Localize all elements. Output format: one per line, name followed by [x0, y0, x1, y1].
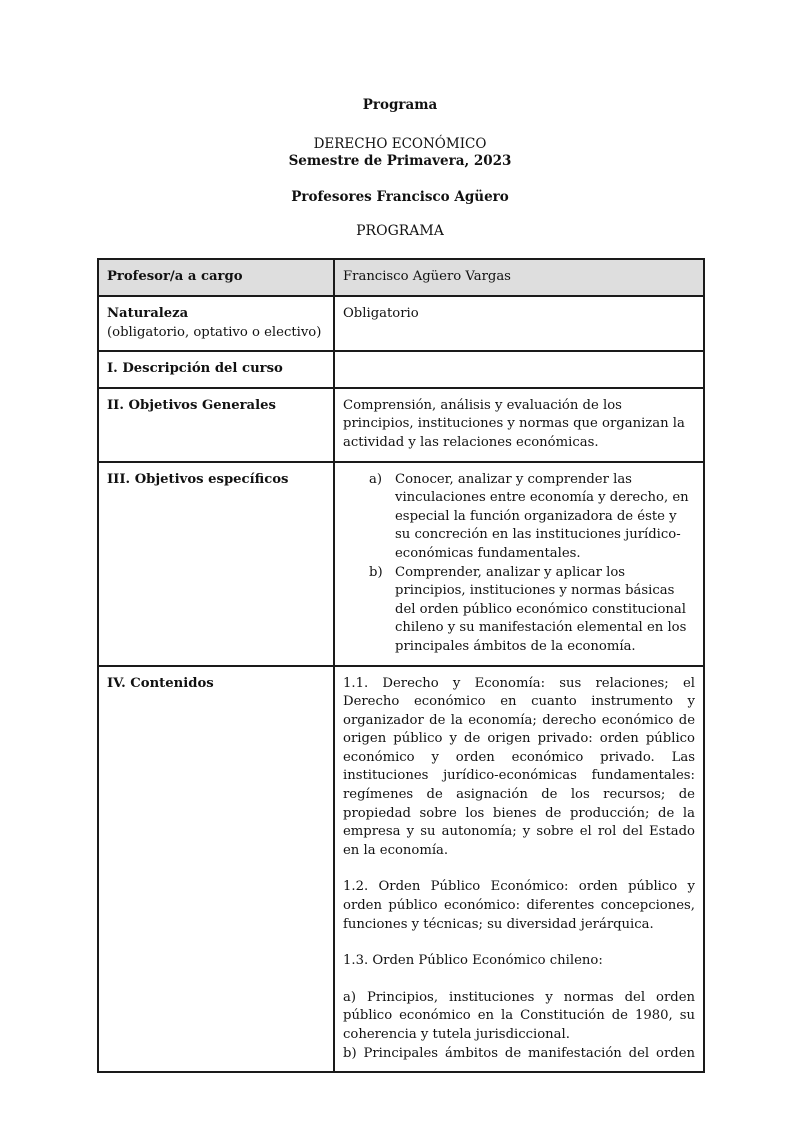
section-title: PROGRAMA: [356, 223, 444, 239]
table-row-objetivos-especificos: [98, 462, 704, 666]
professors-label: Profesores Francisco Agüero: [291, 189, 509, 205]
paragraph-spacer: [343, 971, 695, 989]
label-cell: [98, 388, 334, 462]
table-row-profesor: [98, 259, 704, 296]
course-name: DERECHO ECONÓMICO: [313, 136, 487, 152]
professor-name: Francisco Agüero Vargas: [343, 269, 511, 284]
label-cell: [98, 666, 334, 1073]
objetivos-generales-text: Comprensión, análisis y evaluación de los principios, instituciones y normas que organizan la actividad y las relaciones económicas.: [343, 397, 685, 450]
value-cell: [334, 296, 704, 351]
contenidos-paragraph: 1.1. Derecho y Economía: sus relaciones; el Derecho económico en cuanto instrumento y organizador de la economía; derecho económico de origen público y de origen privado: orden público económico y orden económico privado. Las instituciones jurídico-económicas fundamentales: regímenes de asignación de los recursos; de propiedad sobre los bienes de producción; de la empresa y su autonomía; y sobre el rol del Estado en la economía.: [343, 675, 695, 858]
semester-label: Semestre de Primavera, 2023: [288, 153, 512, 169]
value-cell: [334, 351, 704, 388]
contenidos-paragraph: 1.3. Orden Público Económico chileno:: [343, 953, 603, 969]
label-cell: [98, 462, 334, 666]
list-marker: b): [369, 564, 383, 580]
label-cell: [98, 351, 334, 388]
list-marker: a): [369, 471, 383, 487]
list-item-text: Comprender, analizar y aplicar los principios, instituciones y normas básicas del orden público económico constitucional chileno y su manifestación elemental en los principales ámbitos de la economía.: [395, 564, 687, 654]
row-label: I. Descripción del curso: [107, 361, 283, 377]
paragraph-spacer: [343, 934, 695, 952]
row-label: III. Objetivos específicos: [107, 471, 289, 487]
syllabus-table: [97, 258, 705, 1073]
row-label: Naturaleza: [107, 306, 189, 321]
contenidos-paragraph: b) Principales ámbitos de manifestación del orden: [343, 1045, 695, 1061]
paragraph-spacer: [343, 860, 695, 878]
table-row-objetivos-generales: [98, 388, 704, 462]
list-item: [369, 471, 695, 564]
table-row-descripcion: [98, 351, 704, 388]
label-cell: [98, 259, 334, 296]
contenidos-paragraph: 1.2. Orden Público Económico: orden público y orden público económico: diferentes concepciones, funciones y técnicas; su diversidad jerárquica.: [343, 879, 695, 932]
table-row-naturaleza: [98, 296, 704, 351]
row-sublabel: (obligatorio, optativo o electivo): [107, 324, 322, 340]
table-row-contenidos: [98, 666, 704, 1073]
value-cell: [334, 666, 704, 1073]
row-label: II. Objetivos Generales: [107, 397, 276, 413]
value-cell: [334, 462, 704, 666]
value-cell: [334, 259, 704, 296]
value-cell: [334, 388, 704, 462]
objetivos-list: [343, 471, 695, 657]
row-label: Profesor/a a cargo: [107, 269, 243, 284]
document-title: Programa: [362, 97, 438, 113]
list-item: [369, 564, 695, 657]
row-label: IV. Contenidos: [107, 675, 214, 691]
label-cell: [98, 296, 334, 351]
list-item-text: Conocer, analizar y comprender las vinculaciones entre economía y derecho, en especial la función organizadora de éste y su concreción en las instituciones jurídico-económicas fundamentales.: [395, 471, 689, 561]
contenidos-paragraph: a) Principios, instituciones y normas del orden público económico en la Constitución de 1980, su coherencia y tutela jurisdiccional.: [343, 989, 695, 1042]
naturaleza-value: Obligatorio: [343, 306, 419, 321]
